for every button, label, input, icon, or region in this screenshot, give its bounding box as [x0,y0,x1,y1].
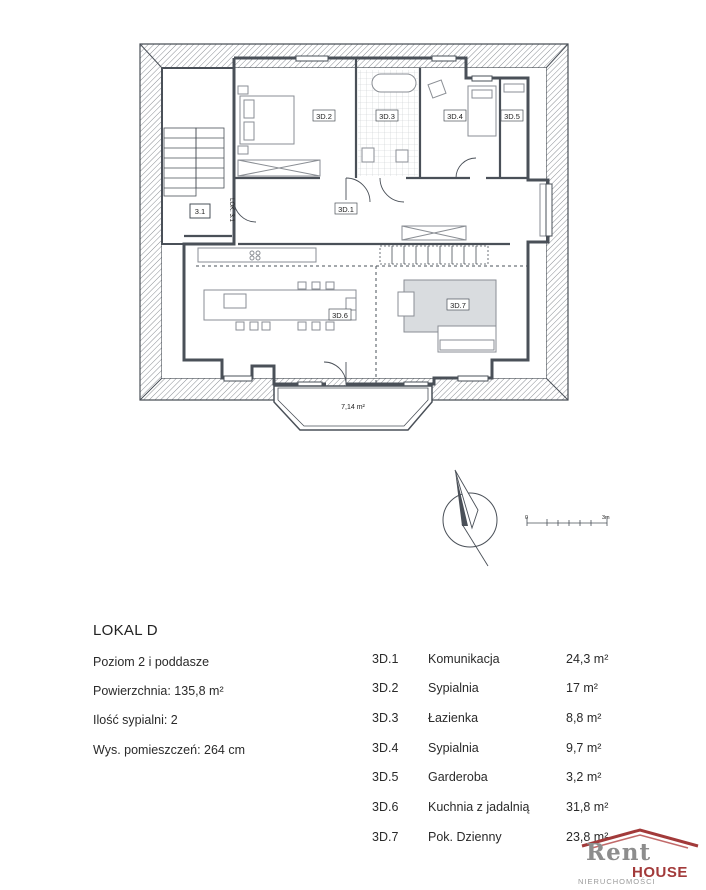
label-lok: LOK. 3.1 [228,198,234,222]
bathroom-3d3 [358,70,418,176]
rent-house-logo [578,826,702,888]
room-name: Sypialnia [428,681,479,695]
room-code: 3D.3 [372,711,399,725]
unit-title: LOKAL D [93,622,158,639]
label-3d5: 3D.5 [504,112,520,121]
label-31: 3.1 [194,207,206,216]
room-name: Kuchnia z jadalnią [428,800,530,814]
unit-area: Powierzchnia: 135,8 m² [93,684,224,698]
scale-bar [525,515,610,526]
unit-height: Wys. pomieszczeń: 264 cm [93,743,246,757]
label-3d4: 3D.4 [447,112,463,121]
room-area: 3,2 m² [566,770,602,784]
room-code: 3D.7 [372,830,399,844]
logo-sub-text: NIERUCHOMOŚCI [578,877,656,886]
room-name: Sypialnia [428,741,479,755]
label-3d6: 3D.6 [332,311,348,320]
north-arrow-icon [443,470,497,566]
room-name: Komunikacja [428,652,500,666]
garderoba-3d5 [504,84,524,92]
room-area: 17 m² [566,681,598,695]
room-area: 8,8 m² [566,711,602,725]
room-area: 24,3 m² [566,652,609,666]
label-3d7: 3D.7 [450,301,466,310]
room-code: 3D.4 [372,741,399,755]
label-3d3: 3D.3 [379,112,395,121]
room-code: 3D.6 [372,800,399,814]
unit-level: Poziom 2 i poddasze [93,655,210,669]
label-3d2: 3D.2 [316,112,332,121]
label-balcony: 7,14 m² [341,404,365,411]
unit-bedrooms: Ilość sypialni: 2 [93,713,178,727]
room-name: Pok. Dzienny [428,830,502,844]
room-area: 9,7 m² [566,741,602,755]
room-area: 23,8 m² [566,830,609,844]
scale-end: 3m [602,515,610,521]
logo-house-text: HOUSE [632,864,688,881]
label-3d1: 3D.1 [338,205,354,214]
room-code: 3D.5 [372,770,399,784]
logo-rent-text: Rent [586,839,652,866]
scale-start: 0 [525,515,529,521]
room-area: 31,8 m² [566,800,609,814]
room-code: 3D.2 [372,681,399,695]
room-name: Łazienka [428,711,479,725]
room-name: Garderoba [428,770,488,784]
room-code: 3D.1 [372,652,399,666]
